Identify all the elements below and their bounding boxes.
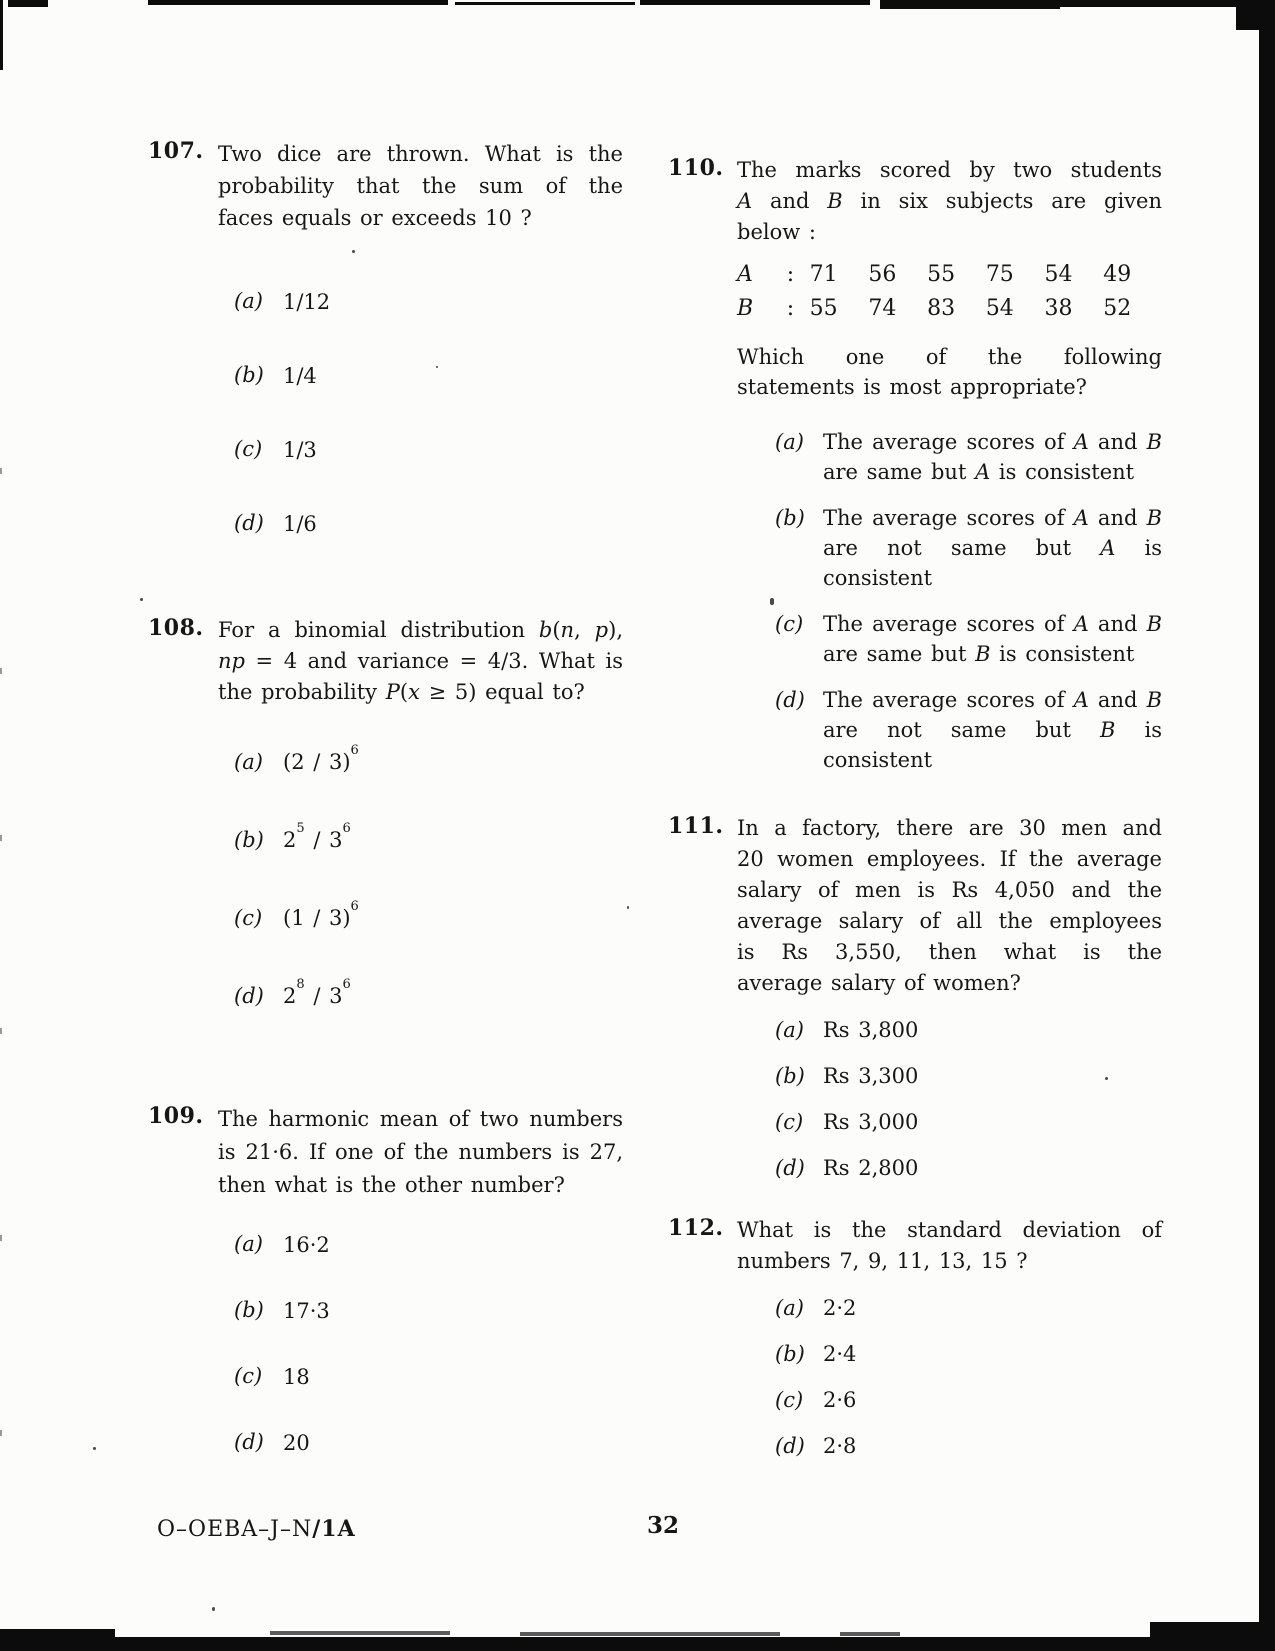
option-label: (d) — [234, 1430, 264, 1454]
options-list — [218, 1229, 623, 1460]
options-list — [218, 743, 623, 1012]
text-line: probability that the sum of the — [218, 174, 623, 198]
text-line: faces equals or exceeds 10 ? — [218, 206, 532, 230]
option-label: (b) — [234, 363, 264, 387]
question-number: 107. — [148, 138, 204, 164]
option-label: (c) — [234, 906, 263, 930]
text-line: 17·3 — [283, 1299, 330, 1323]
option-row — [737, 1431, 1162, 1462]
option-label: (d) — [775, 688, 805, 712]
text-line: 2·6 — [823, 1388, 857, 1412]
option-text — [283, 1229, 623, 1262]
option-row — [218, 1295, 623, 1328]
mark-value: 52 — [1103, 296, 1132, 321]
text-line: Rs 3,000 — [823, 1110, 919, 1134]
option-row — [218, 743, 623, 778]
text-line: Rs 2,800 — [823, 1156, 919, 1180]
text-line: then what is the other number? — [218, 1173, 565, 1197]
colon-separator: : — [786, 296, 795, 321]
text-line: average salary of women? — [737, 971, 1021, 995]
question-number: 112. — [668, 1215, 724, 1241]
option-label: (a) — [775, 1296, 804, 1320]
question-112 — [668, 1215, 1168, 1477]
option-row — [218, 1361, 623, 1394]
option-label: (b) — [234, 828, 264, 852]
option-text — [823, 1293, 1162, 1323]
option-label: (b) — [775, 1342, 805, 1366]
question-110 — [668, 155, 1168, 791]
mark-value: 56 — [868, 262, 897, 287]
text-line: The marks scored by two students — [737, 158, 1162, 182]
option-label: (b) — [775, 1064, 805, 1088]
options-list — [218, 286, 623, 540]
text-line: The average scores of A and B — [823, 688, 1162, 712]
option-row — [218, 977, 623, 1012]
option-text — [823, 1339, 1162, 1369]
option-row — [737, 1061, 1162, 1092]
text-line: np = 4 and variance = 4/3. What is — [218, 649, 623, 673]
marks-table — [737, 258, 1162, 326]
option-label: (c) — [234, 1364, 263, 1388]
text-line: The harmonic mean of two numbers — [218, 1107, 623, 1131]
scan-edge-top — [8, 0, 48, 7]
text-line: Rs 3,300 — [823, 1064, 919, 1088]
text-line: salary of men is Rs 4,050 and the — [737, 878, 1162, 902]
text-line: The average scores of A and B — [823, 430, 1162, 454]
question-paragraph — [737, 1215, 1162, 1277]
option-label: (a) — [775, 430, 804, 454]
text-line: average salary of all the employees — [737, 909, 1162, 933]
option-label: (d) — [775, 1434, 805, 1458]
mark-value: 54 — [985, 296, 1014, 321]
option-label: (c) — [234, 437, 263, 461]
booklet-code-normal: O–OEBA–J–N — [157, 1517, 313, 1542]
text-line: are not same but B is — [823, 718, 1162, 742]
question-number: 111. — [668, 813, 724, 839]
option-label: (c) — [775, 612, 804, 636]
mark-value: 74 — [868, 296, 897, 321]
option-text — [283, 743, 623, 778]
text-line: statements is most appropriate? — [737, 375, 1087, 399]
option-text — [823, 1107, 1162, 1137]
option-text — [283, 508, 623, 540]
question-paragraph — [737, 155, 1162, 248]
question-paragraph — [218, 615, 623, 708]
option-row — [218, 360, 623, 392]
option-label: (d) — [775, 1156, 805, 1180]
option-label: (a) — [234, 289, 263, 313]
scan-speck — [0, 1235, 2, 1241]
option-label: (a) — [775, 1018, 804, 1042]
option-row — [737, 1293, 1162, 1324]
text-line: 20 — [283, 1431, 310, 1455]
scan-edge-right — [1259, 0, 1275, 1651]
question-body — [218, 615, 623, 1012]
option-label: (c) — [775, 1110, 804, 1134]
question-body — [218, 138, 623, 540]
text-line: 2·4 — [823, 1342, 857, 1366]
text-line: 2·2 — [823, 1296, 857, 1320]
page-number: 32 — [646, 1512, 679, 1539]
text-line: A and B in six subjects are given — [737, 189, 1163, 213]
question-body — [737, 813, 1162, 1184]
text-line: is Rs 3,550, then what is the — [737, 940, 1162, 964]
text-line: Two dice are thrown. What is the — [218, 142, 623, 166]
option-row — [218, 1229, 623, 1262]
scan-speck — [0, 468, 2, 474]
option-row — [737, 1107, 1162, 1138]
colon-separator: : — [786, 262, 795, 287]
option-label: (d) — [234, 984, 264, 1008]
option-text — [283, 977, 623, 1012]
text-line: consistent — [823, 566, 933, 590]
text-line: Rs 3,800 — [823, 1018, 919, 1042]
mark-value: 55 — [809, 296, 838, 321]
scan-speck — [140, 598, 143, 601]
option-row — [218, 286, 623, 318]
option-row — [737, 1015, 1162, 1046]
option-label: (b) — [234, 1298, 264, 1322]
option-label: (b) — [775, 506, 805, 530]
question-number: 109. — [148, 1103, 204, 1129]
scan-speck — [0, 1430, 2, 1436]
text-line: In a factory, there are 30 men and — [737, 816, 1162, 840]
option-label: (c) — [775, 1388, 804, 1412]
scan-edge-bottom — [0, 1629, 115, 1641]
mark-value: 49 — [1103, 262, 1132, 287]
question-paragraph — [218, 1103, 623, 1202]
option-label: (d) — [234, 511, 264, 535]
option-row — [737, 427, 1162, 487]
question-paragraph — [737, 342, 1162, 402]
option-text — [823, 609, 1162, 669]
option-text — [823, 427, 1162, 487]
scan-speck — [93, 1447, 96, 1450]
option-row — [737, 609, 1162, 669]
text-line: What is the standard deviation of — [737, 1218, 1162, 1242]
question-paragraph — [737, 813, 1162, 999]
option-row — [218, 1427, 623, 1460]
options-list — [737, 427, 1162, 775]
options-list — [737, 1015, 1162, 1184]
option-text — [823, 1385, 1162, 1415]
option-text — [823, 1015, 1162, 1045]
marks-row — [737, 258, 1162, 292]
option-text — [823, 1061, 1162, 1091]
mark-value: 71 — [809, 262, 838, 287]
option-row — [737, 1153, 1162, 1184]
text-line: 1/6 — [283, 512, 317, 536]
text-line: The average scores of A and B — [823, 506, 1162, 530]
option-text — [283, 821, 623, 856]
booklet-code-bold: /1A — [312, 1516, 356, 1542]
option-text — [283, 434, 623, 466]
scan-corner-top-right — [1236, 0, 1275, 30]
scan-edge-left — [0, 0, 3, 70]
option-row — [218, 821, 623, 856]
text-line: is 21·6. If one of the numbers is 27, — [218, 1140, 623, 1164]
option-row — [737, 685, 1162, 775]
question-body — [737, 155, 1162, 775]
text-line: $2^5 / 3^6$ — [283, 821, 351, 852]
scan-speck — [0, 668, 2, 674]
text-line: 16·2 — [283, 1233, 330, 1257]
scan-speck — [0, 1028, 2, 1034]
text-line: 20 women employees. If the average — [737, 847, 1162, 871]
option-row — [737, 1385, 1162, 1416]
text-line: 2·8 — [823, 1434, 857, 1458]
option-row — [737, 503, 1162, 593]
mark-value: 83 — [927, 296, 956, 321]
text-line: are same but B is consistent — [823, 642, 1135, 666]
question-paragraph — [218, 138, 623, 234]
text-line: 1/4 — [283, 364, 317, 388]
question-number: 108. — [148, 615, 204, 641]
question-107 — [148, 138, 640, 582]
text-line: 18 — [283, 1365, 310, 1389]
student-label: B — [737, 296, 754, 321]
text-line: are not same but A is — [823, 536, 1163, 560]
text-line: (2 / 3)$^6$ — [283, 743, 359, 774]
text-line: the probability P(x ≥ 5) equal to? — [218, 680, 585, 704]
left-column — [148, 0, 640, 1651]
right-column — [668, 0, 1168, 1651]
text-line: are same but A is consistent — [823, 460, 1135, 484]
option-text — [283, 1427, 623, 1460]
text-line: numbers 7, 9, 11, 13, 15 ? — [737, 1249, 1028, 1273]
text-line: 1/3 — [283, 438, 317, 462]
mark-value: 55 — [927, 262, 956, 287]
question-111 — [668, 813, 1168, 1199]
option-text — [283, 286, 623, 318]
option-text — [283, 1295, 623, 1328]
option-label: (a) — [234, 750, 263, 774]
mark-value: 54 — [1044, 262, 1073, 287]
booklet-code — [157, 1516, 356, 1542]
option-text — [823, 685, 1162, 775]
text-line: 1/12 — [283, 290, 331, 314]
text-line: consistent — [823, 748, 933, 772]
option-text — [823, 1431, 1162, 1461]
text-line: For a binomial distribution b(n, p), — [218, 618, 623, 642]
scan-corner-bottom-right — [1150, 1622, 1275, 1651]
mark-value: 75 — [985, 262, 1014, 287]
question-109 — [148, 1103, 640, 1493]
scan-speck — [0, 835, 2, 841]
option-row — [218, 899, 623, 934]
question-body — [737, 1215, 1162, 1462]
option-label: (a) — [234, 1232, 263, 1256]
mark-value: 38 — [1044, 296, 1073, 321]
option-text — [283, 360, 623, 392]
marks-row — [737, 292, 1162, 326]
option-row — [737, 1339, 1162, 1370]
option-row — [218, 508, 623, 540]
text-line: $2^8 / 3^6$ — [283, 977, 351, 1008]
option-text — [283, 1361, 623, 1394]
student-label: A — [737, 262, 753, 287]
text-line: (1 / 3)$^6$ — [283, 899, 359, 930]
question-body — [218, 1103, 623, 1460]
option-row — [218, 434, 623, 466]
text-line: Which one of the following — [737, 345, 1162, 369]
options-list — [737, 1293, 1162, 1462]
question-108 — [148, 615, 640, 1059]
option-text — [283, 899, 623, 934]
text-line: below : — [737, 220, 816, 244]
option-text — [823, 1153, 1162, 1183]
option-text — [823, 503, 1162, 593]
question-number: 110. — [668, 155, 724, 181]
text-line: The average scores of A and B — [823, 612, 1162, 636]
